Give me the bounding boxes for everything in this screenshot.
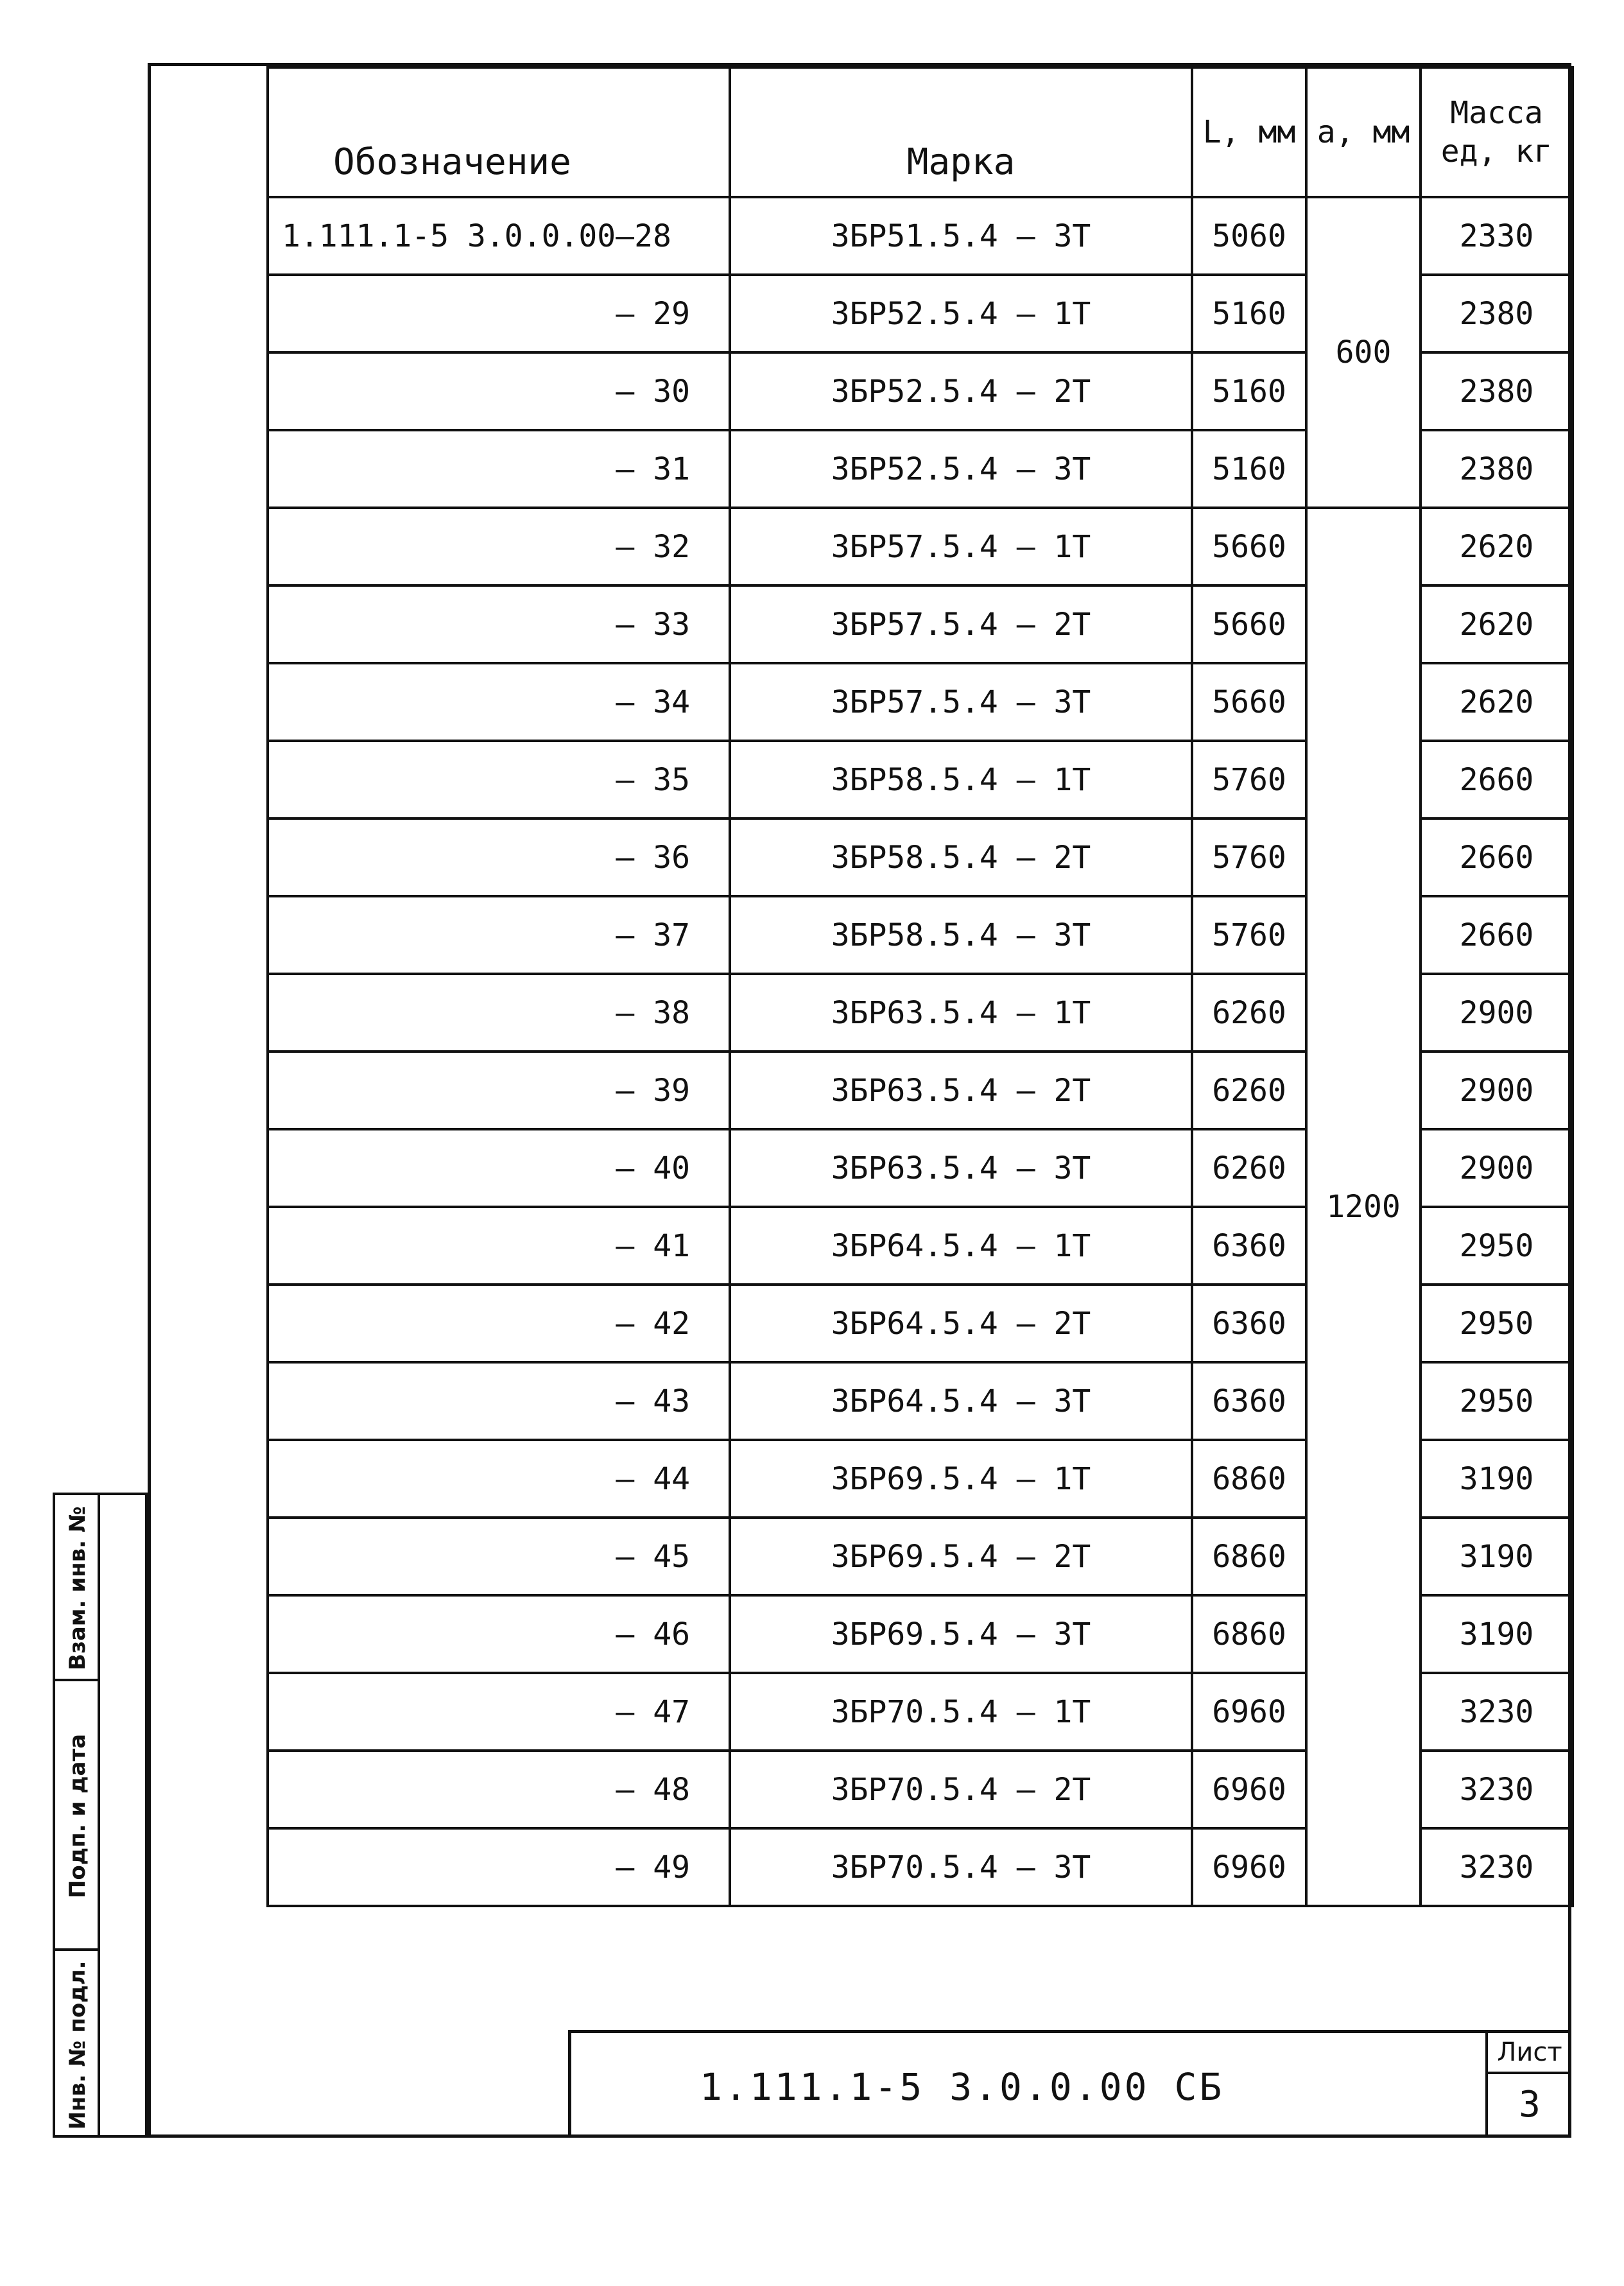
- cell-length: 5160: [1192, 430, 1306, 508]
- sheet-box: [1485, 2033, 1571, 2138]
- specification-table: [266, 66, 1574, 1907]
- cell-designation: — 32: [268, 508, 730, 585]
- cell-designation: — 30: [268, 352, 730, 430]
- cell-mark: 3БР58.5.4 — 2Т: [730, 818, 1192, 896]
- cell-length: 6960: [1192, 1751, 1306, 1828]
- cell-mark: 3БР70.5.4 — 3Т: [730, 1828, 1192, 1906]
- cell-mass: 3230: [1421, 1751, 1573, 1828]
- cell-mark: 3БР58.5.4 — 1Т: [730, 741, 1192, 818]
- stamp-column: [55, 1495, 100, 2135]
- cell-length: 6860: [1192, 1518, 1306, 1595]
- cell-mass: 3190: [1421, 1595, 1573, 1673]
- header-designation: Обозначение: [268, 67, 730, 197]
- cell-mass: 3190: [1421, 1440, 1573, 1518]
- cell-mark: 3БР57.5.4 — 2Т: [730, 585, 1192, 663]
- cell-length: 5760: [1192, 896, 1306, 974]
- cell-length: 6360: [1192, 1362, 1306, 1440]
- cell-mass: 2620: [1421, 585, 1573, 663]
- cell-a-group: 600: [1306, 197, 1421, 508]
- cell-designation: — 49: [268, 1828, 730, 1906]
- cell-length: 5660: [1192, 663, 1306, 741]
- cell-mass: 2950: [1421, 1207, 1573, 1285]
- cell-length: 5160: [1192, 275, 1306, 352]
- cell-mass: 2900: [1421, 974, 1573, 1052]
- cell-designation: — 46: [268, 1595, 730, 1673]
- cell-length: 6260: [1192, 1052, 1306, 1129]
- cell-mass: 2330: [1421, 197, 1573, 275]
- header-mass: Масса ед, кг: [1421, 67, 1573, 197]
- cell-mass: 2950: [1421, 1362, 1573, 1440]
- cell-designation: — 37: [268, 896, 730, 974]
- cell-length: 5160: [1192, 352, 1306, 430]
- cell-mark: 3БР69.5.4 — 2Т: [730, 1518, 1192, 1595]
- cell-designation: — 29: [268, 275, 730, 352]
- cell-mark: 3БР70.5.4 — 2Т: [730, 1751, 1192, 1828]
- cell-mark: 3БР63.5.4 — 1Т: [730, 974, 1192, 1052]
- cell-length: 6960: [1192, 1673, 1306, 1751]
- cell-designation: — 42: [268, 1285, 730, 1362]
- cell-mass: 2660: [1421, 896, 1573, 974]
- cell-designation: — 43: [268, 1362, 730, 1440]
- cell-mass: 3230: [1421, 1673, 1573, 1751]
- cell-mass: 2900: [1421, 1052, 1573, 1129]
- cell-a-group: 1200: [1306, 508, 1421, 1906]
- cell-designation: — 36: [268, 818, 730, 896]
- sheet-number: 3: [1519, 2084, 1541, 2126]
- cell-length: 6360: [1192, 1207, 1306, 1285]
- cell-mass: 2660: [1421, 818, 1573, 896]
- cell-mark: 3БР64.5.4 — 3Т: [730, 1362, 1192, 1440]
- stamp-cell-signature: [55, 1681, 100, 1951]
- cell-mass: 3230: [1421, 1828, 1573, 1906]
- document-code: 1.111.1-5 3.0.0.00 СБ: [700, 2065, 1225, 2109]
- cell-designation: — 48: [268, 1751, 730, 1828]
- header-length: L, мм: [1192, 67, 1306, 197]
- table-row: [268, 197, 1573, 275]
- table-row: [268, 508, 1573, 585]
- cell-mass: 2900: [1421, 1129, 1573, 1207]
- cell-designation: — 44: [268, 1440, 730, 1518]
- cell-mark: 3БР63.5.4 — 2Т: [730, 1052, 1192, 1129]
- cell-mark: 3БР52.5.4 — 2Т: [730, 352, 1192, 430]
- cell-length: 6360: [1192, 1285, 1306, 1362]
- cell-mark: 3БР57.5.4 — 3Т: [730, 663, 1192, 741]
- cell-mark: 3БР63.5.4 — 3Т: [730, 1129, 1192, 1207]
- cell-mass: 3190: [1421, 1518, 1573, 1595]
- cell-mark: 3БР58.5.4 — 3Т: [730, 896, 1192, 974]
- cell-designation: — 31: [268, 430, 730, 508]
- sheet-label: Лист: [1488, 2033, 1571, 2074]
- cell-mass: 2620: [1421, 663, 1573, 741]
- cell-length: 5760: [1192, 818, 1306, 896]
- cell-length: 6960: [1192, 1828, 1306, 1906]
- cell-designation: — 39: [268, 1052, 730, 1129]
- cell-mark: 3БР64.5.4 — 2Т: [730, 1285, 1192, 1362]
- cell-length: 6860: [1192, 1440, 1306, 1518]
- stamp-inventory-label: Инв. № подл.: [65, 1961, 91, 2130]
- cell-length: 5760: [1192, 741, 1306, 818]
- cell-mass: 2380: [1421, 430, 1573, 508]
- cell-mark: 3БР64.5.4 — 1Т: [730, 1207, 1192, 1285]
- stamp-exchange-label: Взам. инв. №: [65, 1506, 91, 1670]
- cell-mark: 3БР52.5.4 — 3Т: [730, 430, 1192, 508]
- cell-designation: — 33: [268, 585, 730, 663]
- cell-length: 5060: [1192, 197, 1306, 275]
- cell-mass: 2950: [1421, 1285, 1573, 1362]
- cell-mass: 2660: [1421, 741, 1573, 818]
- header-mark: Марка: [730, 67, 1192, 197]
- cell-mark: 3БР69.5.4 — 3Т: [730, 1595, 1192, 1673]
- cell-designation: — 34: [268, 663, 730, 741]
- cell-length: 5660: [1192, 508, 1306, 585]
- cell-designation: — 47: [268, 1673, 730, 1751]
- header-a: a, мм: [1306, 67, 1421, 197]
- cell-designation: — 40: [268, 1129, 730, 1207]
- cell-designation: — 38: [268, 974, 730, 1052]
- cell-designation: 1.111.1-5 3.0.0.00—28: [268, 197, 730, 275]
- stamp-cell-exchange: [55, 1495, 100, 1681]
- cell-length: 5660: [1192, 585, 1306, 663]
- stamp-cell-inventory: [55, 1951, 100, 2140]
- cell-mass: 2620: [1421, 508, 1573, 585]
- cell-mark: 3БР57.5.4 — 1Т: [730, 508, 1192, 585]
- cell-mark: 3БР69.5.4 — 1Т: [730, 1440, 1192, 1518]
- cell-length: 6260: [1192, 974, 1306, 1052]
- cell-designation: — 35: [268, 741, 730, 818]
- cell-mark: 3БР51.5.4 — 3Т: [730, 197, 1192, 275]
- cell-length: 6260: [1192, 1129, 1306, 1207]
- binding-stamp: [53, 1493, 148, 2138]
- title-block: [568, 2030, 1571, 2138]
- cell-designation: — 41: [268, 1207, 730, 1285]
- cell-designation: — 45: [268, 1518, 730, 1595]
- cell-mass: 2380: [1421, 275, 1573, 352]
- cell-mark: 3БР52.5.4 — 1Т: [730, 275, 1192, 352]
- cell-length: 6860: [1192, 1595, 1306, 1673]
- cell-mark: 3БР70.5.4 — 1Т: [730, 1673, 1192, 1751]
- stamp-signature-label: Подп. и дата: [65, 1733, 91, 1899]
- cell-mass: 2380: [1421, 352, 1573, 430]
- table-header: [268, 67, 1573, 197]
